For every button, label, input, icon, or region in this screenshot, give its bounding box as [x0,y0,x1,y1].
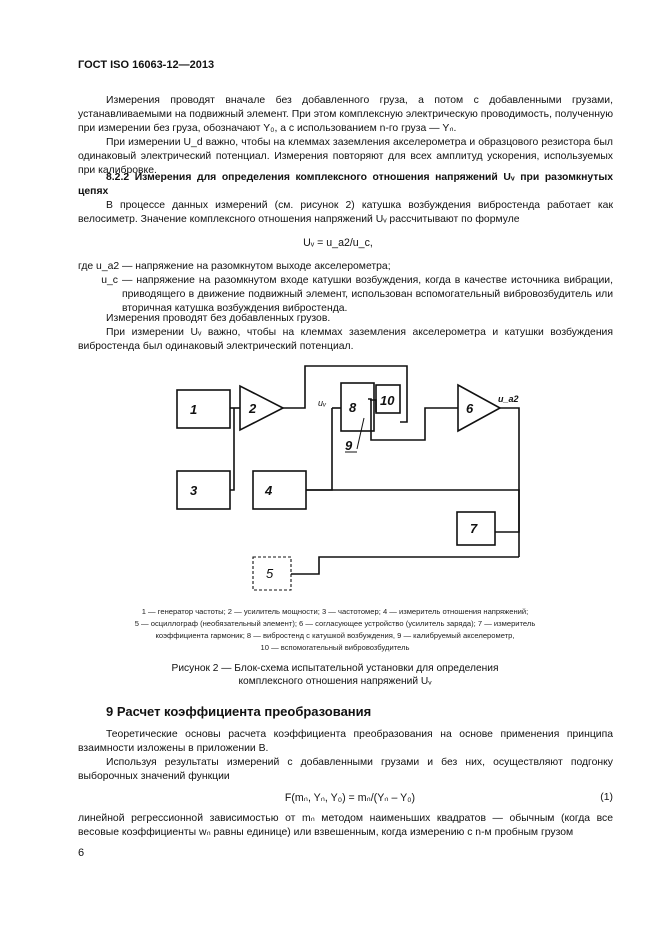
block-9-label: 9 [345,438,353,453]
legend-line: 10 — вспомогательный вибровозбудитель [260,643,410,652]
block-8-vibration-exciter [341,383,374,431]
block-2-power-amplifier [240,386,283,430]
section-9-title: 9 Расчет коэффициента преобразования [106,704,372,719]
block-6-label: 6 [466,401,474,416]
block-6-matching-device [458,385,500,431]
block-1-frequency-generator [177,390,230,428]
definition-term: u_c [101,275,118,286]
signal-uv-label: uᵥ [318,398,327,408]
block-3-frequency-meter [177,471,230,509]
page-number: 6 [78,847,85,859]
paragraph-fitting: Используя результаты измерений с добавленными грузами и без них, осуществляют подгонку выборочных значений функции [78,757,613,782]
legend-line: 5 — осциллограф (необязательный элемент); 6 — согласующее устройство (усилитель заряда); 7 — измеритель [134,619,536,628]
block-10-label: 10 [380,393,395,408]
figure-legend [100,606,570,654]
definition-term: где u_a2 [78,261,120,272]
block-4-voltage-ratio-meter [253,471,306,509]
paragraph-grounding-uv: При измерении Uᵥ важно, чтобы на клеммах заземления акселерометра и катушки возбуждения вибростенда был одинаковый электрический потенциал. [78,327,613,352]
block-2-label: 2 [249,401,257,416]
paragraph-grounding-ud: При измерении U_d важно, чтобы на клеммах заземления акселерометра и образцового резистора был одинаковый электрический потенциал. Измерения повторяют для всех амплитуд ускорения, используемых при калибровке. [78,137,613,176]
block-4-label: 4 [265,483,273,498]
block-3-label: 3 [190,483,198,498]
document-header: ГОСТ ISO 16063-12—2013 [78,59,215,71]
paragraph-theory-basis: Теоретические основы расчета коэффициента преобразования на основе применения принципа взаимности изложены в приложении В. [78,729,613,754]
block-7-label: 7 [470,521,478,536]
definition-text: — напряжение на разомкнутом выходе акселерометра; [122,261,391,272]
legend-line: 1 — генератор частоты; 2 — усилитель мощности; 3 — частотомер; 4 — измеритель отношения напряжений; [141,607,529,616]
block-5-label: 5 [266,566,274,581]
signal-ua2-label: u_a2 [498,394,519,404]
formula-1: F(mₙ, Yₙ, Y₀) = mₙ/(Yₙ – Y₀) [284,792,416,804]
paragraph-measurements-order: Измерения проводят вначале без добавленного груза, а потом с добавленными грузами, устанавливаемыми на подвижный элемент. При этом комплексную электрическую проводимость, полученную при измерении без груза, обозначают Y₀, а с использованием n-го груза — Yₙ. [78,95,613,134]
block-8-label: 8 [349,400,357,415]
paragraph-regression: линейной регрессионной зависимостью от mₙ методом наименьших квадратов — обычным (когда все весовые коэффициенты wₙ равны единице) или взвешенным, когда измерению с n-м пробным грузом [78,813,613,838]
caption-line: комплексного отношения напряжений Uᵥ [238,676,432,687]
subsection-heading-8-2-2: 8.2.2 Измерения для определения комплексного отношения напряжений Uᵥ при разомкнутых цепях [78,172,613,197]
caption-line: Рисунок 2 — Блок-схема испытательной установки для определения [171,663,499,674]
equation-number: (1) [600,792,613,803]
block-1-label: 1 [190,402,198,417]
figure-caption [150,662,520,688]
definition-text: — напряжение на разомкнутом входе катушки возбуждения, когда в качестве источника вибрации, приводящего в движение подвижный элемент, использован вспомогательный вибровозбудитель или вторичная катушка возбуждения вибростенда. [122,275,613,314]
paragraph-velocimeter: В процессе данных измерений (см. рисунок 2) катушка возбуждения вибростенда работает как велосиметр. Значение комплексного отношения напряжений Uᵥ рассчитывают по формуле [78,200,613,225]
paragraph-no-weights: Измерения проводят без добавленных грузов. [106,313,331,324]
legend-line: коэффициента гармоник; 8 — вибростенд с катушкой возбуждения, 9 — калибруемый акселерометр, [155,631,515,640]
formula-uv: Uᵥ = u_a2/u_c, [303,237,373,249]
